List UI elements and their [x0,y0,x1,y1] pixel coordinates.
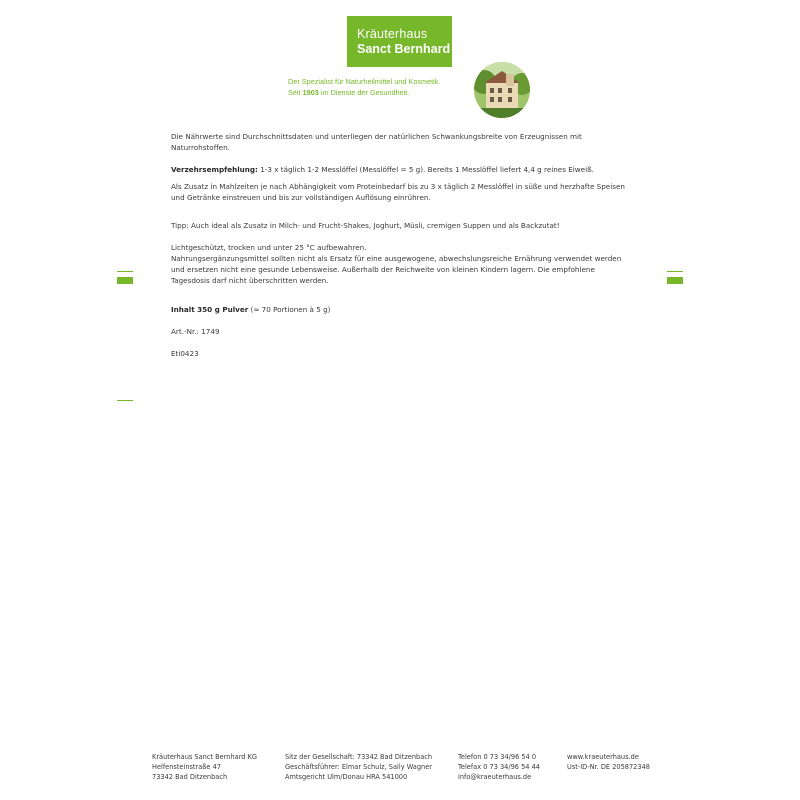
footer-legal [285,752,432,782]
eti-code: Eti0423 [171,349,199,358]
dosage-text: 1-3 x täglich 1-2 Messlöffel (Messlöffel = 5 g). Bereits 1 Messlöffel liefert 4,4 g reines Eiweiß. [257,165,594,174]
tip-text: Tipp: Auch ideal als Zusatz in Milch- und Frucht-Shakes, Joghurt, Müsli, cremigen Suppen und als Backzutat! [171,221,560,230]
dosage-paragraph [171,164,633,175]
content-paragraph [171,304,633,315]
fold-mark-right-line [667,271,683,272]
footer-vat-id: Ust-ID-Nr. DE 205872348 [567,763,650,771]
tagline-year: 1903 [302,88,319,97]
logo-line-2: Sanct Bernhard [357,41,451,56]
footer-email[interactable]: info@kraeuterhaus.de [458,773,532,781]
warning-text: Nahrungsergänzungsmittel sollten nicht als Ersatz für eine ausgewogene, abwechslungsreiche Ernährung verwendet werden und ersetzen nicht eine gesunde Lebensweise. Außerhalb der Reichweite von kleinen Kindern lagern. Die empfohlene Tagesdosis darf nicht überschritten werden. [171,254,622,285]
footer-city: 73342 Bad Ditzenbach [152,773,228,781]
dosage-label: Verzehrsempfehlung: [171,165,258,174]
footer-company [152,752,257,782]
brand-logo [347,16,452,67]
fold-mark-left-line [117,271,133,272]
article-number: Art.-Nr.: 1749 [171,327,220,336]
footer-managers: Geschäftsführer: Elmar Schulz, Sally Wagner [285,763,432,771]
building-photo [474,62,530,118]
storage-text: Lichtgeschützt, trocken und unter 25 °C aufbewahren. [171,243,367,252]
tagline-line-2 [288,87,478,98]
product-text [171,131,633,359]
content-text: (≈ 70 Portionen à 5 g) [248,305,331,314]
footer-company-name: Kräuterhaus Sanct Bernhard KG [152,753,258,761]
footer-fax: Telefax 0 73 34/96 54 44 [458,763,540,771]
fold-mark-right [667,277,683,284]
footer-court: Amtsgericht Ulm/Donau HRA 541000 [285,773,408,781]
footer-web [567,752,650,772]
logo-line-1: Kräuterhaus [357,26,428,41]
usage-text: Als Zusatz in Mahlzeiten je nach Abhängigkeit vom Proteinbedarf bis zu 3 x täglich 2 Messlöffel in süße und herzhafte Speisen und Getränke einstreuen und bis zur vollständigen Auflösung einrühren. [171,182,625,202]
punch-mark-left [117,400,133,401]
footer-seat: Sitz der Gesellschaft: 73342 Bad Ditzenbach [285,753,433,761]
footer-contact [458,752,540,782]
tagline [288,76,478,98]
footer-website[interactable]: www.kraeuterhaus.de [567,753,639,761]
tagline-line-1: Der Spezialist für Naturheilmittel und Kosmetik. [288,77,441,86]
tagline-pre: Seit [288,88,303,97]
fold-mark-left [117,277,133,284]
intro-text: Die Nährwerte sind Durchschnittsdaten und unterliegen der natürlichen Schwankungsbreite von Erzeugnissen mit Naturrohstoffen. [171,132,582,152]
content-label: Inhalt 350 g Pulver [171,305,249,314]
footer-phone: Telefon 0 73 34/96 54 0 [458,753,537,761]
tagline-post: im Dienste der Gesundheit. [318,88,410,97]
footer-street: Helfensteinstraße 47 [152,763,221,771]
